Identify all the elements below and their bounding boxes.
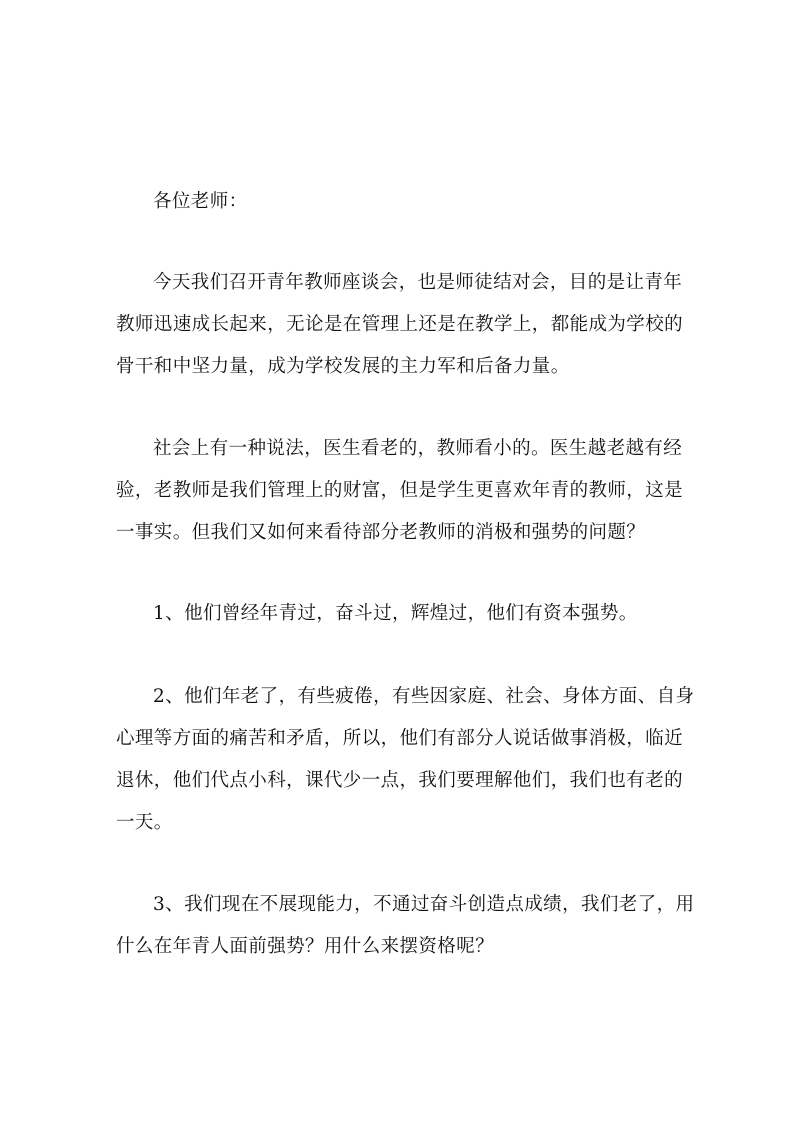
paragraph-line: 3、我们现在不展现能力，不通过奋斗创造点成绩，我们老了，用: [153, 894, 695, 915]
paragraph-line: 验，老教师是我们管理上的财富，但是学生更喜欢年青的教师，这是: [116, 480, 684, 501]
paragraph-line: 一事实。但我们又如何来看待部分老教师的消极和强势的问题？: [116, 522, 646, 543]
paragraph-line: 2、他们年老了，有些疲倦，有些因家庭、社会、身体方面、自身: [153, 686, 695, 707]
paragraph-line: 教师迅速成长起来，无论是在管理上还是在教学上，都能成为学校的: [116, 314, 684, 335]
paragraph-line: 骨干和中坚力量，成为学校发展的主力军和后备力量。: [116, 356, 570, 377]
paragraph-line: 什么在年青人面前强势？用什么来摆资格呢？: [116, 936, 495, 957]
paragraph-line: 心理等方面的痛苦和矛盾，所以，他们有部分人说话做事消极，临近: [116, 728, 684, 749]
paragraph-line: 退休，他们代点小科，课代少一点，我们要理解他们，我们也有老的: [116, 770, 684, 791]
paragraph-line: 1、他们曾经年青过，奋斗过，辉煌过，他们有资本强势。: [153, 603, 638, 624]
paragraph-line: 今天我们召开青年教师座谈会，也是师徒结对会，目的是让青年: [153, 272, 683, 293]
salutation: 各位老师：: [153, 191, 248, 212]
paragraph-line: 一天。: [116, 812, 173, 833]
paragraph-line: 社会上有一种说法，医生看老的，教师看小的。医生越老越有经: [153, 438, 683, 459]
